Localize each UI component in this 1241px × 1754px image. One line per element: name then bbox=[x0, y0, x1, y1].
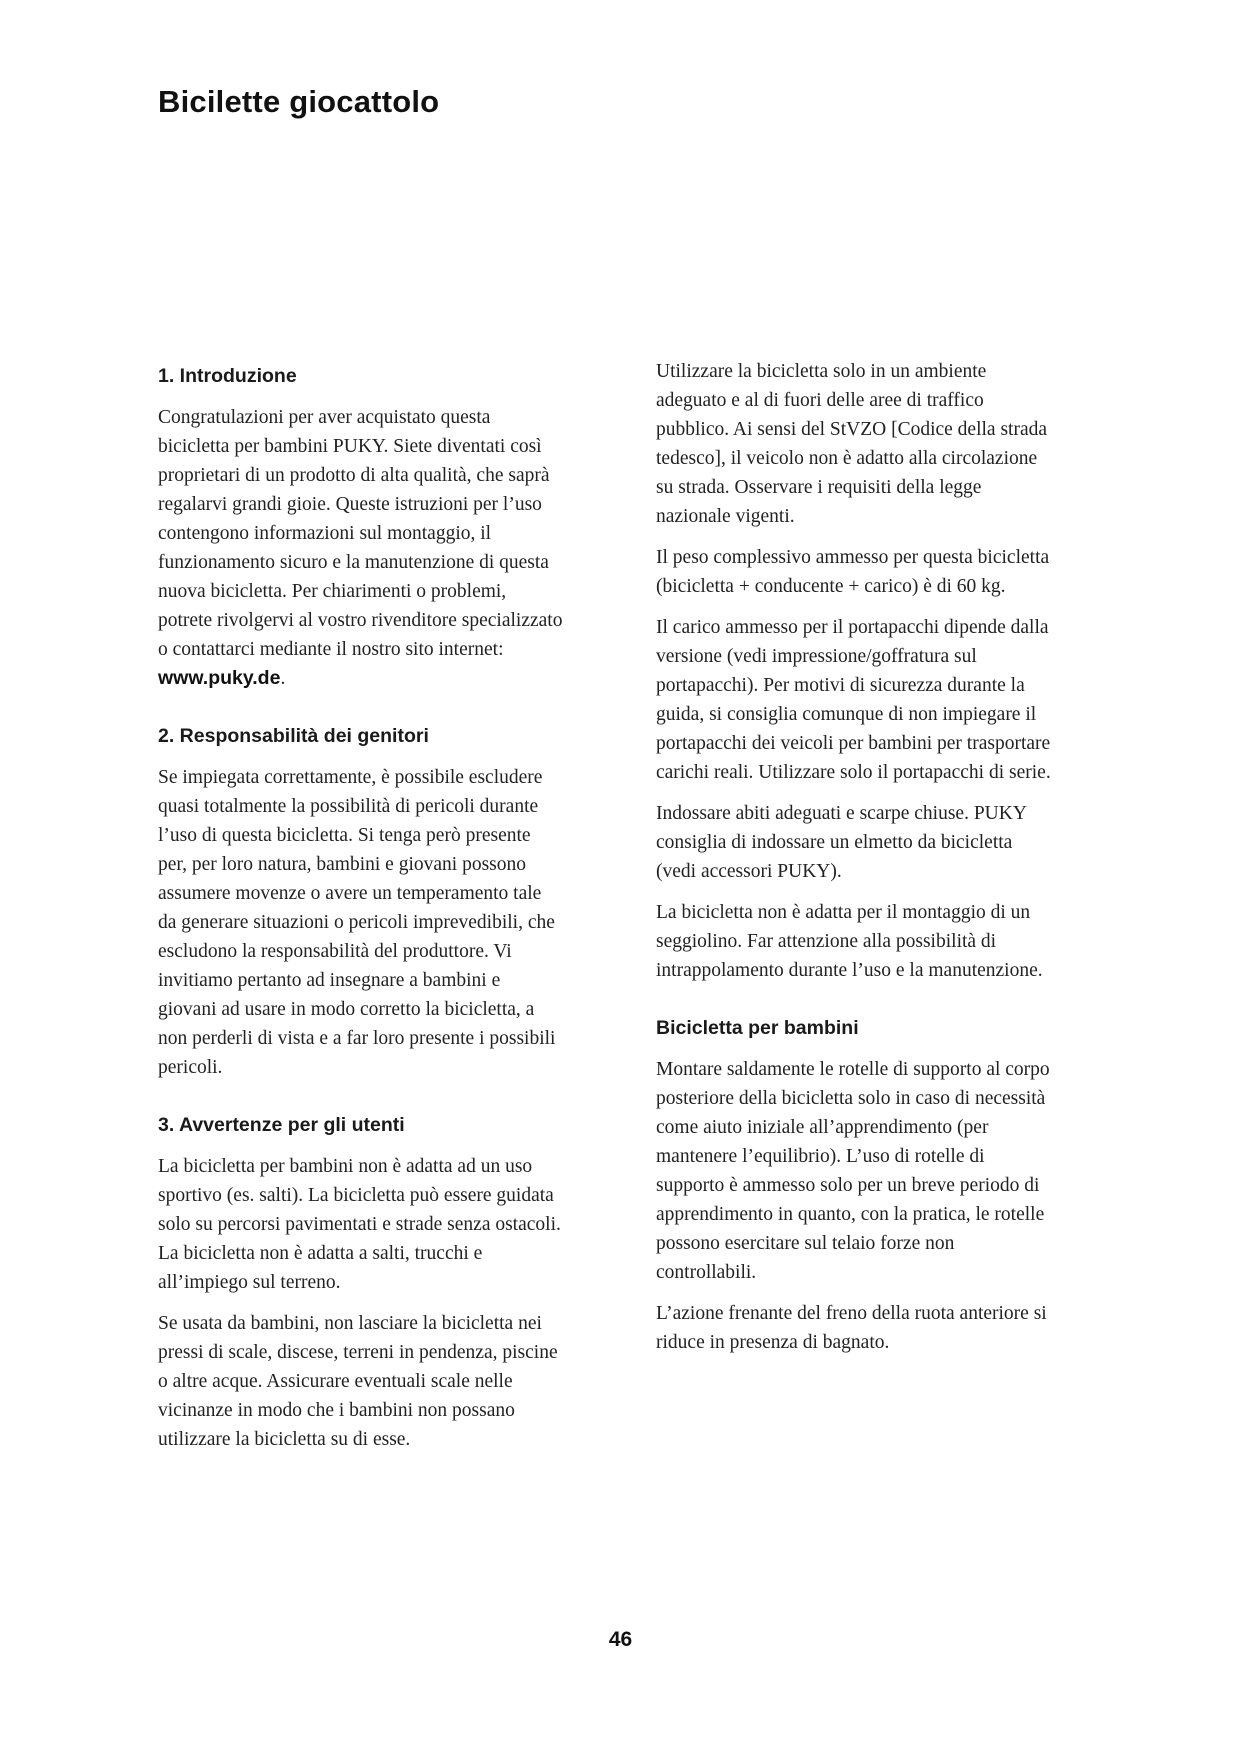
paragraph-avvertenze-1: La bicicletta per bambini non è adatta ad un uso sportivo (es. salti). La bicicletta può essere guidata solo su percorsi pavimentati e strade senza ostacoli. La bicicletta non è adatta a salti, trucchi e all’impiego sul terreno. bbox=[158, 1156, 561, 1293]
section-heading-responsabilita: 2. Responsabilità dei genitori bbox=[158, 725, 429, 747]
section-heading-bicicletta-bambini: Bicicletta per bambini bbox=[656, 1017, 859, 1039]
paragraph-portapacchi: Il carico ammesso per il portapacchi dipende dalla versione (vedi impressione/goffratura sul portapacchi). Per motivi di sicurezza durante la guida, si consiglia comunque di non impiegare il portapacchi dei veicoli per bambini per trasportare carichi reali. Utilizzare solo il portapacchi di serie. bbox=[656, 617, 1051, 783]
page-number: 46 bbox=[608, 1628, 633, 1651]
section-heading-introduzione: 1. Introduzione bbox=[158, 365, 297, 387]
paragraph-ambiente: Utilizzare la bicicletta solo in un ambiente adeguato e al di fuori delle aree di traffico pubblico. Ai sensi del StVZO [Codice della strada tedesco], il veicolo non è adatto alla circolazione su strada. Osservare i requisiti della legge nazionale vigenti. bbox=[656, 361, 1048, 527]
page-title: Bicilette giocattolo bbox=[158, 84, 440, 119]
paragraph-introduzione-end: . bbox=[280, 668, 286, 689]
paragraph-peso: Il peso complessivo ammesso per questa bicicletta (bicicletta + conducente + carico) è di 60 kg. bbox=[656, 547, 1050, 597]
paragraph-introduzione-text: Congratulazioni per aver acquistato questa bicicletta per bambini PUKY. Siete diventati così proprietari di un prodotto di alta qualità, che saprà regalarvi grandi gioie. Queste istruzioni per l’uso contengono informazioni sul montaggio, il funzionamento sicuro e la manutenzione di questa nuova bicicletta. Per chiarimenti o problemi, potrete rivolgervi al vostro rivenditore specializzato o contattarci mediante il nostro sito internet: bbox=[158, 407, 563, 660]
right-column bbox=[656, 363, 1056, 1369]
paragraph-freno: L’azione frenante del freno della ruota anteriore si riduce in presenza di bagnato. bbox=[656, 1303, 1047, 1353]
paragraph-introduzione bbox=[158, 403, 563, 693]
paragraph-avvertenze-2: Se usata da bambini, non lasciare la bicicletta nei pressi di scale, discese, terreni in pendenza, piscine o altre acque. Assicurare eventuali scale nelle vicinanze in modo che i bambini non possano utilizzare la bicicletta su di esse. bbox=[158, 1313, 558, 1450]
left-column bbox=[158, 363, 563, 1466]
website-link[interactable]: www.puky.de bbox=[158, 667, 281, 689]
paragraph-rotelle: Montare saldamente le rotelle di supporto al corpo posteriore della bicicletta solo in caso di necessità come aiuto iniziale all’apprendimento (per mantenere l’equilibrio). L’uso di rotelle di supporto è ammesso solo per un breve periodo di apprendimento in quanto, con la pratica, le rotelle possono esercitare sul telaio forze non controllabili. bbox=[656, 1059, 1050, 1283]
paragraph-seggiolino: La bicicletta non è adatta per il montaggio di un seggiolino. Far attenzione alla possibilità di intrappolamento durante l’uso e la manutenzione. bbox=[656, 902, 1043, 981]
section-heading-avvertenze: 3. Avvertenze per gli utenti bbox=[158, 1114, 405, 1136]
paragraph-abiti: Indossare abiti adeguati e scarpe chiuse. PUKY consiglia di indossare un elmetto da bicicletta (vedi accessori PUKY). bbox=[656, 803, 1027, 882]
paragraph-responsabilita: Se impiegata correttamente, è possibile escludere quasi totalmente la possibilità di pericoli durante l’uso di questa bicicletta. Si tenga però presente per, per loro natura, bambini e giovani possono assumere movenze o avere un temperamento tale da generare situazioni o pericoli imprevedibili, che escludono la responsabilità del produttore. Vi invitiamo pertanto ad insegnare a bambini e giovani ad usare in modo corretto la bicicletta, a non perderli di vista e a far loro presente i possibili pericoli. bbox=[158, 767, 556, 1078]
